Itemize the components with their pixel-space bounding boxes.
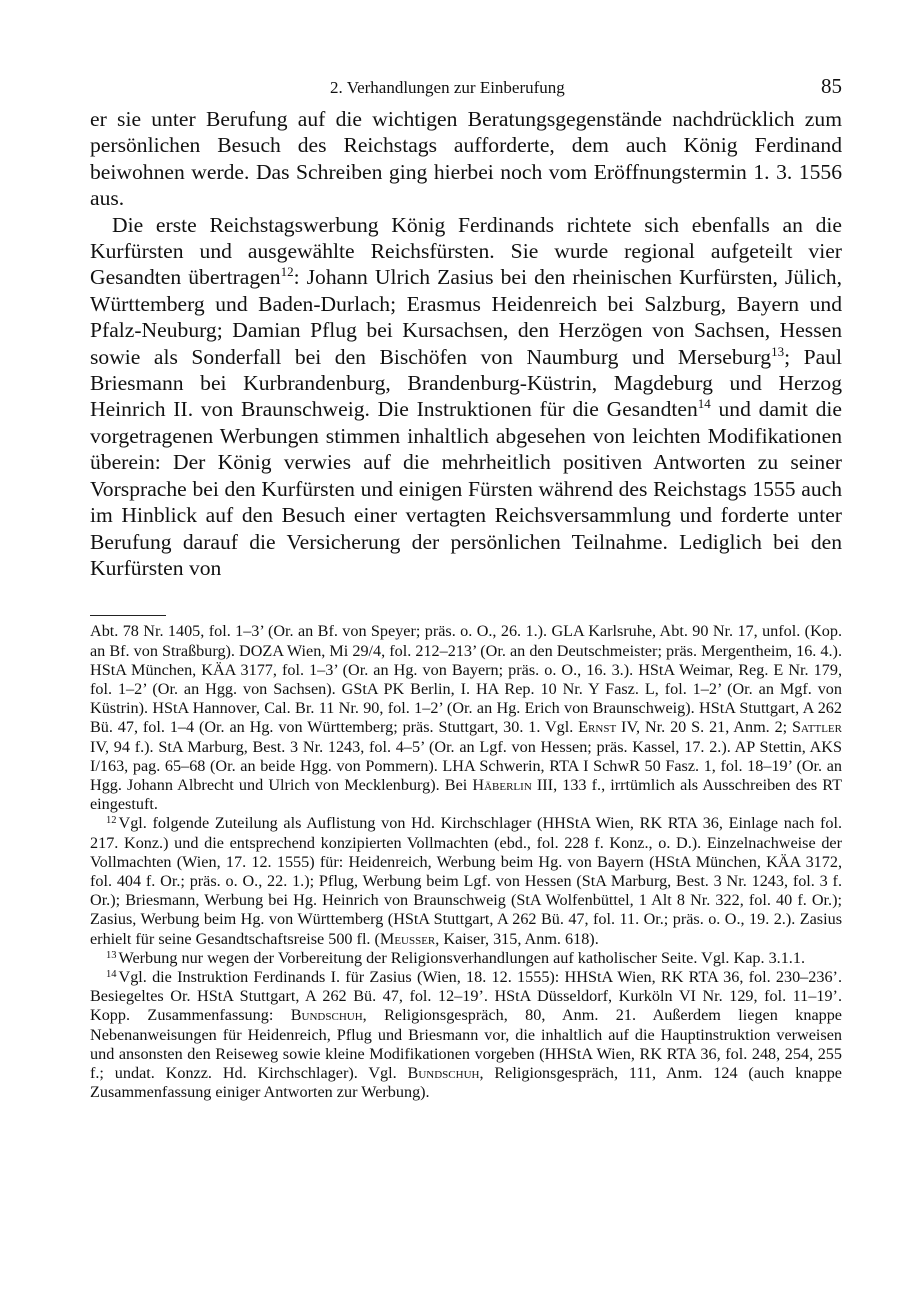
fn-cont-text-b: IV, Nr. 20 S. 21, Anm. 2; <box>616 718 793 737</box>
author-haeberlin: Häberlin <box>472 775 532 794</box>
footnote-13 <box>90 949 842 968</box>
running-head <box>90 70 842 106</box>
author-ernst: Ernst <box>578 718 617 737</box>
footnote-14-text-c: , Religionsgespräch, 111, Anm. 124 (auch knappe Zusammenfassung einiger Antworten zur Werbung). <box>90 1063 842 1102</box>
book-page <box>90 70 842 1280</box>
footnote-12-text-a: Vgl. folgende Zuteilung als Auflistung von Hd. Kirchschlager (HHStA Wien, RK RTA 36, Einlage nach fol. 217. Konz.) und die entsprechend konzipierten Vollmachten (ebd., fol. 228 f. Konz., o. D.). Einzelnachweise der Vollmachten (Wien, 17. 12. 1555) für: Heidenreich, Werbung beim Hg. von Bayern (HStA München, KÄA 3172, fol. 404 f. Or.; präs. o. O., 22. 1.); Pflug, Werbung beim Lgf. von Hessen (StA Marburg, Best. 3 Nr. 1243, fol. 3 f. Or.); Briesmann, Werbung bei Hg. Heinrich von Braunschweig (StA Wolfenbüttel, 1 Alt 8 Nr. 322, fol. 40 f. Or.); Zasius, Werbung beim Hg. von Württemberg (HStA Stuttgart, A 262 Bü. 47, fol. 11. Or.; präs. o. O., 19. 2.). Zasius erhielt für seine Gesandtschaftsreise 500 fl. ( <box>90 814 842 948</box>
footnote-13-text: Werbung nur wegen der Vorbereitung der Religionsverhandlungen auf katholischer Seite. Vgl. Kap. 3.1.1. <box>118 948 805 967</box>
footnote-14-text-b: , Religionsgespräch, 80, Anm. 21. Außerdem liegen knappe Nebenanweisungen für Heidenreich, Pflug und Briesmann vor, die inhaltlich auf die Hauptinstruktion verweisen und ansonsten den Reiseweg sowie kleine Modifikationen vorgeben (HHStA Wien, RK RTA 36, fol. 248, 254, 255 f.; undat. Konzz. Hd. Kirchschlager). Vgl. <box>90 1006 842 1082</box>
footnote-12-text-b: , Kaiser, 315, Anm. 618). <box>435 929 599 948</box>
footnote-ref-13[interactable]: 13 <box>771 343 785 359</box>
paragraph-2-text-c: ; Paul Briesmann bei Kurbrandenburg, Brandenburg-Küstrin, Magdeburg und Herzog Heinrich II. von Braunschweig. Die Instruktionen für die Gesandten <box>90 344 842 422</box>
footnote-14-mark: 14 <box>106 968 117 980</box>
author-meusser: Meusser <box>379 929 436 948</box>
paragraph-2 <box>90 212 842 582</box>
chapter-title: 2. Verhandlungen zur Einberufung <box>330 78 565 97</box>
paragraph-1 <box>90 106 842 212</box>
paragraph-2-text-a: Die erste Reichstagswerbung König Ferdinands richtete sich ebenfalls an die Kurfürsten und ausgewählte Reichsfürsten. Sie wurde regional aufgeteilt vier Gesandten übertragen <box>90 212 842 290</box>
footnotes <box>90 622 842 1102</box>
footnote-separator <box>90 615 166 616</box>
fn-cont-text-d: III, 133 f., irrtümlich als Ausschreiben des RT eingestuft. <box>90 775 842 814</box>
author-sattler: Sattler <box>792 718 842 737</box>
fn-cont-text-a: Abt. 78 Nr. 1405, fol. 1–3’ (Or. an Bf. von Speyer; präs. o. O., 26. 1.). GLA Karlsruhe, Abt. 90 Nr. 17, unfol. (Kop. an Bf. von Straßburg). DOZA Wien, Mi 29/4, fol. 212–213’ (Or. an den Deutschmeister; präs. Mergentheim, 16. 4.). HStA München, KÄA 3177, fol. 1–3’ (Or. an Hg. von Bayern; präs. o. O., 16. 3.). HStA Weimar, Reg. E Nr. 179, fol. 1–2’ (Or. an Hgg. von Sachsen). GStA PK Berlin, I. HA Rep. 10 Nr. Y Fasz. L, fol. 1–2’ (Or. an Mgf. von Küstrin). HStA Hannover, Cal. Br. 11 Nr. 90, fol. 1–2’ (Or. an Hg. Erich von Braunschweig). HStA Stuttgart, A 262 Bü. 47, fol. 1–4 (Or. an Hg. von Württemberg; präs. Stuttgart, 30. 1. Vgl. <box>90 622 842 737</box>
footnote-14 <box>90 968 842 1102</box>
fn-cont-text-c: IV, 94 f.). StA Marburg, Best. 3 Nr. 1243, fol. 4–5’ (Or. an Lgf. von Hessen; präs. Kassel, 17. 2.). AP Stettin, AKS I/163, pag. 65–68 (Or. an beide Hgg. von Pommern). LHA Schwerin, RTA I SchwR 50 Fasz. 1, fol. 18–19’ (Or. an Hgg. Johann Albrecht und Ulrich von Mecklenburg). Bei <box>90 737 842 794</box>
footnote-12-mark: 12 <box>106 815 117 827</box>
footnote-13-mark: 13 <box>106 949 117 961</box>
paragraph-2-text-b: : Johann Ulrich Zasius bei den rheinischen Kurfürsten, Jülich, Württemberg und Baden-Durlach; Erasmus Heidenreich bei Salzburg, Bayern und Pfalz-Neuburg; Damian Pflug bei Kursachsen, den Herzögen von Sachsen, Hessen sowie als Sonderfall bei den Bischöfen von Naumburg und Merseburg <box>90 265 842 369</box>
footnote-continuation <box>90 622 842 814</box>
footnote-12 <box>90 814 842 948</box>
page-number: 85 <box>821 74 842 98</box>
main-text <box>90 106 842 581</box>
footnote-ref-12[interactable]: 12 <box>280 264 294 280</box>
author-bundschuh: Bundschuh <box>290 1006 363 1025</box>
footnote-ref-14[interactable]: 14 <box>697 396 711 412</box>
paragraph-2-text-d: und damit die vorgetragenen Werbungen stimmen inhaltlich abgesehen von leichten Modifikationen überein: Der König verwies auf die mehrheitlich positiven Antworten zu seiner Vorsprache bei den Kurfürsten und einigen Fürsten während des Reichstags 1555 auch im Hinblick auf den Besuch einer vertagten Reichsversammlung und forderte unter Berufung darauf die Versicherung der persönlichen Teilnahme. Lediglich bei den Kurfürsten von <box>90 397 842 580</box>
footnote-14-text-a: Vgl. die Instruktion Ferdinands I. für Zasius (Wien, 18. 12. 1555): HHStA Wien, RK RTA 36, fol. 230–236’. Besiegeltes Or. HStA Stuttgart, A 262 Bü. 47, fol. 12–19’. HStA Düsseldorf, Kurköln VI Nr. 129, fol. 11–19’. Kopp. Zusammenfassung: <box>90 967 842 1025</box>
paragraph-1-text: er sie unter Berufung auf die wichtigen Beratungsgegenstände nachdrücklich zum persönlichen Besuch des Reichstags aufforderte, dem auch König Ferdinand beiwohnen werde. Das Schreiben ging hierbei noch vom Eröffnungstermin 1. 3. 1556 aus. <box>90 107 842 211</box>
author-bundschuh: Bundschuh <box>407 1063 480 1082</box>
